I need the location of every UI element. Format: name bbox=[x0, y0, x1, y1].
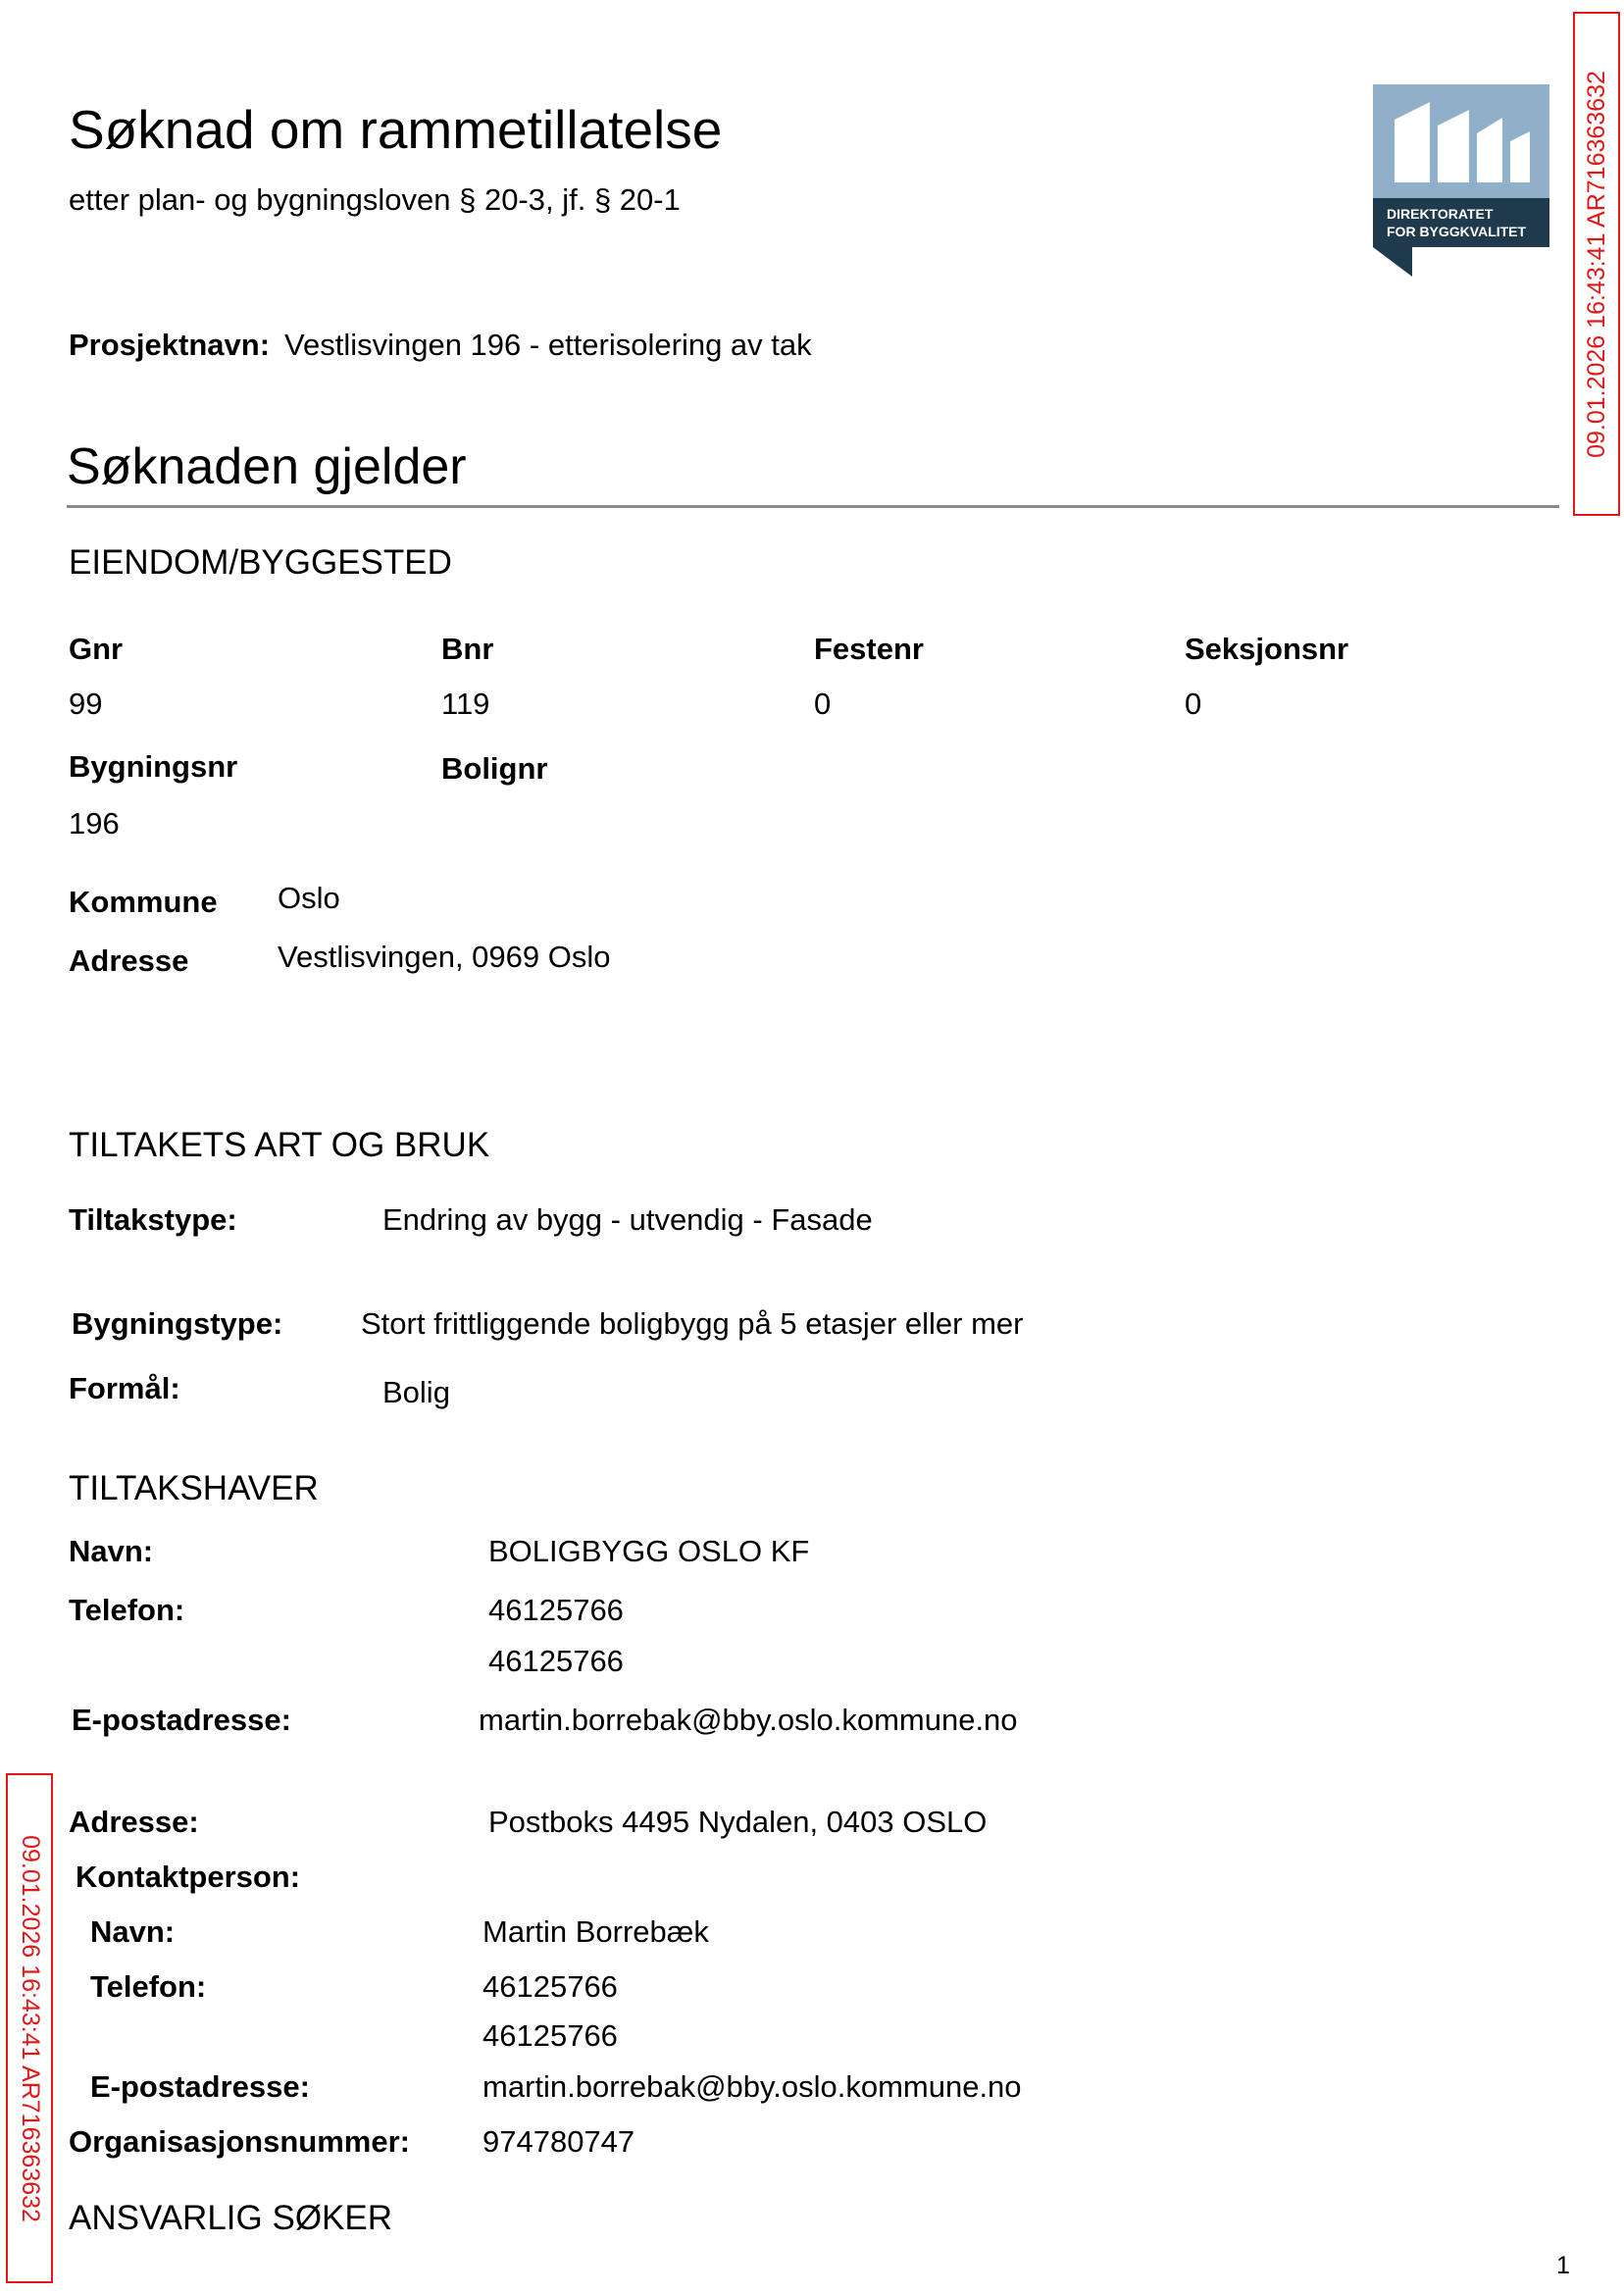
tiltak-heading: TILTAKETS ART OG BRUK bbox=[69, 1126, 490, 1164]
bolignr-label: Bolignr bbox=[441, 751, 548, 786]
timestamp-stamp-left bbox=[6, 1773, 53, 2283]
formal-value: Bolig bbox=[382, 1375, 450, 1409]
document-title: Søknad om rammetillatelse bbox=[69, 99, 723, 160]
gnr-value: 99 bbox=[69, 687, 103, 721]
logo-line-2: FOR BYGGKVALITET bbox=[1387, 224, 1527, 239]
timestamp-stamp-right bbox=[1573, 12, 1620, 516]
seksjonsnr-label: Seksjonsnr bbox=[1185, 632, 1349, 666]
logo-line-1: DIREKTORATET bbox=[1387, 206, 1494, 222]
ansvarlig-heading: ANSVARLIG SØKER bbox=[69, 2199, 393, 2237]
tiltakshaver-telefon-value-2: 46125766 bbox=[488, 1644, 624, 1678]
bnr-label: Bnr bbox=[441, 632, 494, 666]
bygningsnr-label: Bygningsnr bbox=[69, 749, 238, 784]
project-value: Vestlisvingen 196 - etterisolering av tak bbox=[284, 328, 812, 362]
tiltakstype-label: Tiltakstype: bbox=[69, 1202, 237, 1237]
kontaktperson-label: Kontaktperson: bbox=[76, 1860, 301, 1894]
kontakt-telefon-value-1: 46125766 bbox=[482, 1969, 618, 2004]
adresse-value: Vestlisvingen, 0969 Oslo bbox=[278, 940, 611, 974]
stamp-text: 09.01.2026 16:43:41 AR716363632 bbox=[16, 1834, 44, 2222]
kontakt-telefon-value-2: 46125766 bbox=[482, 2018, 618, 2053]
stamp-text: 09.01.2026 16:43:41 AR716363632 bbox=[1582, 70, 1610, 458]
kontakt-epost-label: E-postadresse: bbox=[90, 2069, 310, 2104]
tiltakshaver-telefon-label: Telefon: bbox=[69, 1593, 185, 1627]
tiltakshaver-epost-label: E-postadresse: bbox=[72, 1703, 291, 1737]
document-subtitle: etter plan- og bygningsloven § 20-3, jf. § 20-1 bbox=[69, 182, 681, 217]
tiltakshaver-epost-value: martin.borrebak@bby.oslo.kommune.no bbox=[479, 1703, 1018, 1737]
kontakt-navn-value: Martin Borrebæk bbox=[482, 1914, 709, 1949]
eiendom-heading: EIENDOM/BYGGESTED bbox=[69, 543, 452, 582]
dibk-logo bbox=[1373, 84, 1549, 281]
tiltakshaver-telefon-value-1: 46125766 bbox=[488, 1593, 624, 1627]
tiltakshaver-adresse-value: Postboks 4495 Nydalen, 0403 OSLO bbox=[488, 1805, 988, 1839]
formal-label: Formål: bbox=[69, 1371, 180, 1405]
bygningstype-label: Bygningstype: bbox=[72, 1306, 283, 1341]
section-heading: Søknaden gjelder bbox=[67, 438, 467, 495]
tiltakshaver-navn-label: Navn: bbox=[69, 1534, 154, 1568]
kontakt-telefon-label: Telefon: bbox=[90, 1969, 207, 2004]
kommune-label: Kommune bbox=[69, 885, 218, 919]
bnr-value: 119 bbox=[441, 687, 490, 721]
gnr-label: Gnr bbox=[69, 632, 124, 666]
bygningsnr-value: 196 bbox=[69, 806, 120, 841]
adresse-label: Adresse bbox=[69, 943, 189, 978]
tiltakshaver-navn-value: BOLIGBYGG OSLO KF bbox=[488, 1534, 810, 1568]
tiltakshaver-heading: TILTAKSHAVER bbox=[69, 1469, 319, 1507]
orgnr-value: 974780747 bbox=[482, 2124, 635, 2159]
tiltakstype-value: Endring av bygg - utvendig - Fasade bbox=[382, 1202, 873, 1237]
festenr-value: 0 bbox=[814, 687, 832, 721]
seksjonsnr-value: 0 bbox=[1185, 687, 1202, 721]
kommune-value: Oslo bbox=[278, 881, 340, 915]
kontakt-epost-value: martin.borrebak@bby.oslo.kommune.no bbox=[482, 2069, 1022, 2104]
page-number: 1 bbox=[1556, 2252, 1570, 2279]
tiltakshaver-adresse-label: Adresse: bbox=[69, 1805, 199, 1839]
orgnr-label: Organisasjonsnummer: bbox=[69, 2124, 410, 2159]
section-divider bbox=[67, 505, 1559, 508]
kontakt-navn-label: Navn: bbox=[90, 1914, 176, 1949]
bygningstype-value: Stort frittliggende boligbygg på 5 etasjer eller mer bbox=[361, 1306, 1024, 1341]
project-label: Prosjektnavn: bbox=[69, 328, 271, 362]
festenr-label: Festenr bbox=[814, 632, 924, 666]
